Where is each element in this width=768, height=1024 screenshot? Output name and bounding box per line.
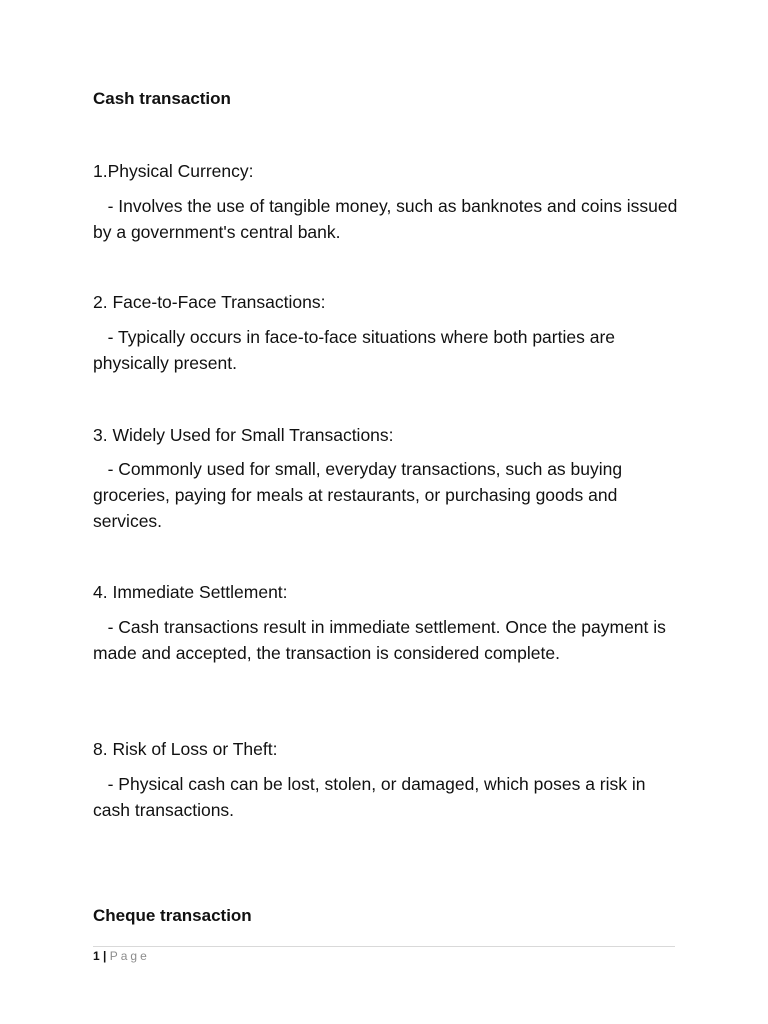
item-body-immediate-settlement: - Cash transactions result in immediate settlement. Once the payment is made and accepted, the transaction is considered complete. [93, 617, 671, 663]
item-body-face-to-face: - Typically occurs in face-to-face situations where both parties are physically present. [93, 327, 620, 373]
item-body-risk-of-loss: - Physical cash can be lost, stolen, or damaged, which poses a risk in cash transactions. [93, 774, 651, 820]
page-label: Page [109, 949, 150, 963]
page-number: 1 [93, 949, 100, 963]
item-title-risk-of-loss: 8. Risk of Loss or Theft: [93, 739, 278, 759]
footer-divider [93, 946, 675, 947]
item-title-immediate-settlement: 4. Immediate Settlement: [93, 582, 288, 602]
section-heading-cash: Cash transaction [93, 89, 231, 108]
section-heading-cheque: Cheque transaction [93, 906, 252, 925]
item-title-small-transactions: 3. Widely Used for Small Transactions: [93, 425, 394, 445]
page-footer [93, 948, 150, 964]
item-title-physical-currency: 1.Physical Currency: [93, 161, 254, 181]
footer-separator: | [103, 949, 107, 963]
item-body-physical-currency: - Involves the use of tangible money, such as banknotes and coins issued by a government's central bank. [93, 196, 683, 242]
item-title-face-to-face: 2. Face-to-Face Transactions: [93, 292, 326, 312]
item-body-small-transactions: - Commonly used for small, everyday transactions, such as buying groceries, paying for meals at restaurants, or purchasing goods and services. [93, 459, 627, 531]
